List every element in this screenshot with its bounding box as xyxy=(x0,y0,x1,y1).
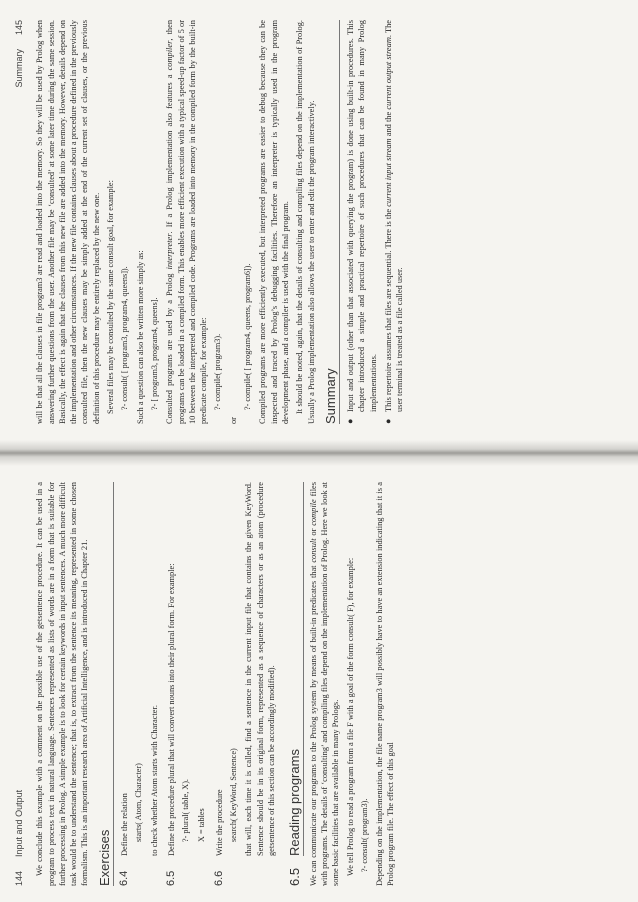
right-page-number: 145 xyxy=(14,20,24,36)
section-paragraph-2: We tell Prolog to read a program from a file F with a goal of the form consult( F), for example: xyxy=(345,557,355,876)
summary-bullet: ● This repertoire assumes that files are sequential. There is the current input stream and the current output stream. The user terminal is treated as a file called user. xyxy=(383,20,405,424)
consult-list-code: ?- consult( [ program3, program4, queens]). xyxy=(120,266,130,410)
consult-code: ?- consult( program3). xyxy=(359,798,369,872)
exercise-text: Define the relation xyxy=(120,793,130,856)
summary-bullet: ● Input and output (other than that associated with querying the program) is done using built-in procedures. This chapter introduced a simple and practical repertoire of such procedures that can be found in many Prolog implementations. xyxy=(345,20,378,424)
right-paragraph-4: Consulted programs are used by a Prolog interpreter. If a Prolog implementation also features a compiler, then programs can be loaded in a compiled form. This enables more efficient execution with a typical speed-up factor of 5 or 10 between the interpreted and compiled code. Programs are loaded into memory in the compiled form by the built-in predicate compile, for example: xyxy=(165,19,209,424)
compile-code: ?- compile( program3). xyxy=(213,333,223,410)
exercise-followup: that will, each time it is called, find a sentence in the current input file that contains the given KeyWord. Sentence should be in its original form, represented as a sequence of characters or as an atom (procedure getsentence of this section can be accordingly modified). xyxy=(244,482,277,856)
exercise-6-6 xyxy=(214,482,280,886)
right-page xyxy=(0,0,638,440)
right-paragraph-2: Several files may be consulted by the same consult goal, for example: xyxy=(106,180,116,414)
left-page xyxy=(0,462,638,902)
summary-list xyxy=(345,20,405,424)
intro-paragraph: We conclude this example with a comment on the possible use of the getsentence procedure. It can be used in a program to process text in natural language. Sentences represented as lists of words are in a form that is suitable for further processing in Prolog. A simple example is to look for certain keywords in input sentences. A much more difficult task would be to understand the sentence; that is, to extract from the sentence its meaning, represented in some chosen formalism. This is an important research area of Artificial Intelligence, and is introduced in Chapter 21. xyxy=(35,482,90,886)
exercise-code: ?- plural( table, X). xyxy=(181,779,191,842)
section-paragraph-3: Depending on the implementation, the file name program3 will possibly have to have an extension indicating that it is a Prolog program file. The effect of this goal xyxy=(375,482,396,886)
section-number: 6.5 xyxy=(287,867,303,886)
consult-short-code: ?- [ program3, program4, queens]. xyxy=(149,297,159,410)
section-title: Reading programs xyxy=(289,482,303,856)
left-running-title: Input and Output xyxy=(14,789,24,857)
bullet-icon: ● xyxy=(383,418,394,424)
summary-heading: Summary xyxy=(325,20,340,424)
left-running-head xyxy=(14,482,25,886)
section-6-5-heading xyxy=(289,482,303,886)
exercise-number: 6.5 xyxy=(164,870,177,886)
left-page-number: 144 xyxy=(14,870,24,886)
exercise-code: starts( Atom, Character) xyxy=(134,763,144,842)
exercise-number: 6.6 xyxy=(212,870,225,886)
right-paragraph-1: will be that all the clauses in file program3 are read and loaded into the memory. So they will be used by Prolog when answering further questions from the user. Another file may be ‘consulted’ at some later time during the same session. Basically, the effect is again that the clauses from this new file are added into the memory. However, details depend on the implementation and other circumstances. If the new file contains clauses about a procedure defined in the previously consulted file, then the new clauses may be simply added at the end of the current set of clauses, or the previous definition of this procedure may be entirely replaced by the new one. xyxy=(35,20,101,424)
compile-list-code: ?- compile( [ program4, queens, program6]). xyxy=(243,263,253,410)
exercise-number: 6.4 xyxy=(118,870,131,886)
right-running-head xyxy=(14,20,25,424)
exercise-code: search( KeyWord, Sentence) xyxy=(229,748,239,842)
left-page-rotated-content xyxy=(0,462,638,902)
exercise-text: Write the procedure xyxy=(214,789,224,856)
exercise-followup: to check whether Atom starts with Character. xyxy=(149,705,159,856)
exercise-6-4 xyxy=(119,482,163,886)
right-running-title: Summary xyxy=(14,49,24,88)
exercise-6-5 xyxy=(166,482,211,886)
right-paragraph-5: Compiled programs are more efficiently executed, but interpreted programs are easier to debug because they can be inspected and traced by Prolog’s debugging facilities. Therefore an interpreter is typically used in the program development phase, and a compiler is used with the final program. xyxy=(258,20,290,424)
exercise-code-result: X = tables xyxy=(196,808,206,842)
or-word: or xyxy=(228,417,238,424)
right-paragraph-3: Such a question can also be written more simply as: xyxy=(135,250,145,424)
section-paragraph-1: We can communicate our programs to the Prolog system by means of built-in predicates that consult or compile files with programs. The details of ‘consulting’ and compiling files depend on the implementation of Prolog. Here we look at some basic facilities that are available in many Prologs. xyxy=(308,482,341,886)
exercise-text: Define the procedure plural that will convert nouns into their plural form. For example: xyxy=(166,563,176,856)
exercises-heading: Exercises xyxy=(99,482,114,886)
bullet-icon: ● xyxy=(345,418,356,424)
right-page-rotated-content xyxy=(0,0,638,440)
right-paragraph-6: It should be noted, again, that the details of consulting and compiling files depend on the implementation of Prolog. Usually a Prolog implementation also allows the user to enter and edit the program interactively. xyxy=(295,20,316,424)
